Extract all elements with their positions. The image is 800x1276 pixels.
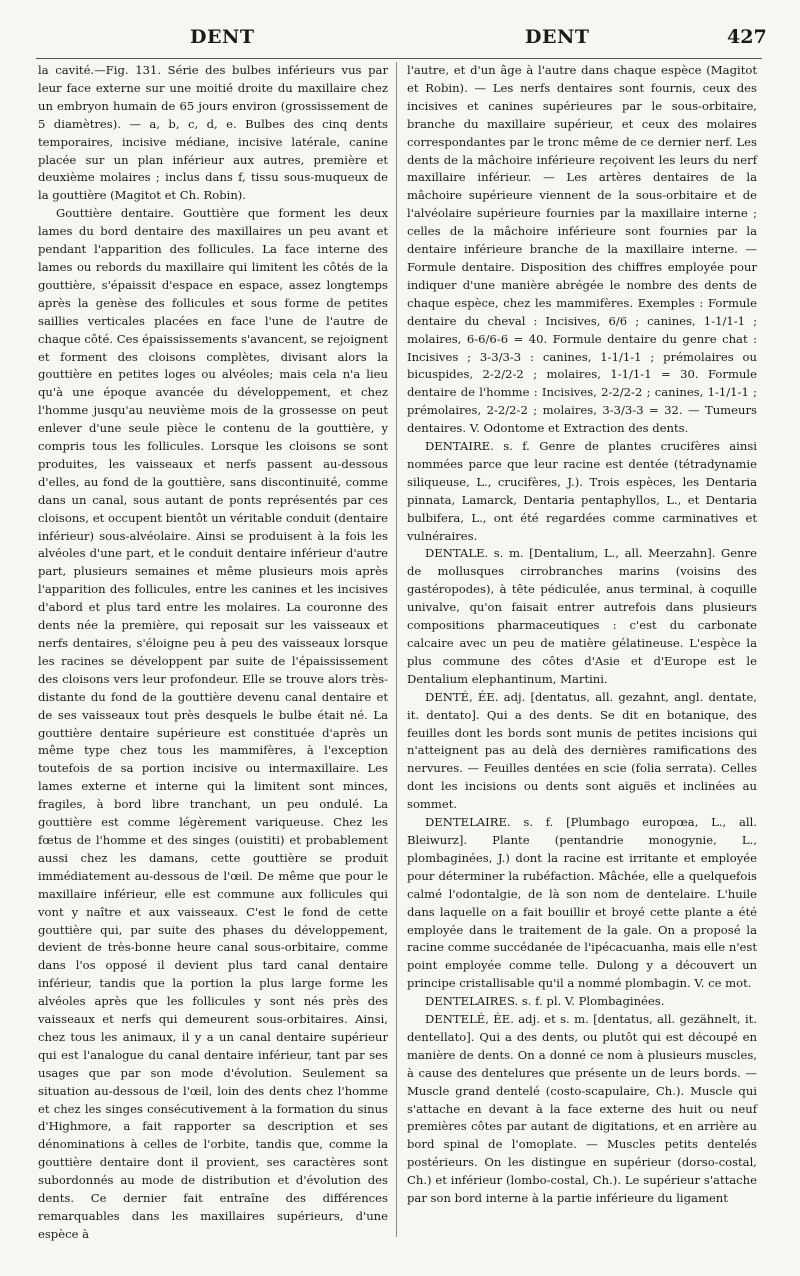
entry-dentale: DENTALE. s. m. [Dentalium, L., all. Meerzahn]. Genre de mollusques cirrobranches marins (voisins des gastéropodes), à tête pédiculée, anus terminal, à coquille univalve, qu'on faisait entrer autrefois dans plusieurs compositions pharmaceutiques : c'est du carbonate calcaire avec un peu de matière gélatineuse. L'espèce la plus commune des côtes d'Asie et d'Europe est le Dentalium elephantinum, Martini. bbox=[407, 546, 757, 686]
page-header bbox=[0, 26, 800, 56]
entry-dentelaires: DENTELAIRES. s. f. pl. V. Plombaginées. bbox=[425, 994, 665, 1009]
page-number: 427 bbox=[727, 26, 767, 48]
column-divider bbox=[396, 62, 397, 1237]
entry-dentelaire: DENTELAIRE. s. f. [Plumbago europœa, L., all. Bleiwurz]. Plante (pentandrie monogynie, L., plombaginées, J.) dont la racine est irritante et employée pour déterminer la rubéfaction. Mâchée, elle a quelquefois calmé l'odontalgie, de là son nom de dentelaire. L'huile dans laquelle on a fait bouillir et broyé cette plante a été employée dans le traitement de la gale. On a proposé la racine comme succédanée de l'ipécacuanha, mais elle n'est point employée comme telle. Dulong y a découvert un principe cristallisable qu'il a nommé plombagin. V. ce mot. bbox=[407, 815, 757, 991]
entry-dentele: DENTELÉ, ÉE. adj. et s. m. [dentatus, all. gezähnelt, it. dentellato]. Qui a des dents, ou plutôt qui est découpé en manière de dents. On a donné ce nom à plusieurs muscles, à cause des dentelures que présente un de leurs bords. — Muscle grand dentelé (costo-scapulaire, Ch.). Muscle qui s'attache en devant à la face externe des huit ou neuf premières côtes par autant de digitations, et en arrière au bord spinal de l'omoplate. — Muscles petits dentelés postérieurs. On les distingue en supérieur (dorso-costal, Ch.) et inférieur (lombo-costal, Ch.). Le supérieur s'attache par son bord interne à la partie inférieure du ligament bbox=[407, 1012, 757, 1206]
left-column bbox=[38, 62, 388, 1244]
paragraph-nerfs-formule: l'autre, et d'un âge à l'autre dans chaque espèce (Magitot et Robin). — Les nerfs dentaires sont fournis, ceux des incisives et canines supérieures par le sous-orbitaire, branche du maxillaire supérieur, et ceux des molaires correspondantes par le tronc même de ce dernier nerf. Les dents de la mâchoire inférieure reçoivent les leurs du nerf maxillaire inférieur. — Les artères dentaires de la mâchoire supérieure viennent de la sous-orbitaire et de l'alvéolaire supérieure fournies par la maxillaire interne ; celles de la mâchoire inférieure sont fournies par la dentaire inférieure branche de la maxillaire interne. — Formule dentaire. Disposition des chiffres employée pour indiquer d'une manière abrégée le nombre des dents de chaque espèce, chez les mammifères. Exemples : Formule dentaire du cheval : Incisives, 6/6 ; canines, 1-1/1-1 ; molaires, 6-6/6-6 = 40. Formule dentaire du genre chat : Incisives ; 3-3/3-3 : canines, 1-1/1-1 ; prémolaires ou bicuspides, 2-2/2-2 ; molaires, 1-1/1-1 = 30. Formule dentaire de l'homme : Incisives, 2-2/2-2 ; canines, 1-1/1-1 ; prémolaires, 2-2/2-2 ; molaires, 3-3/3-3 = 32. — Tumeurs dentaires. V. Odontome et Extraction des dents. bbox=[407, 63, 757, 436]
paragraph-figure-caption: la cavité.—Fig. 131. Série des bulbes inférieurs vus par leur face externe sur une moitié droite du maxillaire chez un embryon humain de 65 jours environ (grossissement de 5 diamètres). — a, b, c, d, e. Bulbes des cinq dents temporaires, incisive médiane, incisive latérale, canine placée sur un plan inférieur aux autres, première et deuxième molaires ; inclus dans f, tissu sous-muqueux de la gouttière (Magitot et Ch. Robin). bbox=[38, 63, 388, 203]
header-rule bbox=[36, 58, 762, 59]
running-head-left: DENT bbox=[190, 26, 255, 48]
entry-dente: DENTÉ, ÉE. adj. [dentatus, all. gezahnt, angl. dentate, it. dentato]. Qui a des dents. Se dit en botanique, des feuilles dont les bords sont munis de petites incisions qui n'atteignent pas au delà des dernières ramifications des nervures. — Feuilles dentées en scie (folia serrata). Celles dont les incisions ou dents sont aiguës et inclinées au sommet. bbox=[407, 689, 757, 812]
running-head-right: DENT bbox=[525, 26, 590, 48]
paragraph-gouttiere-dentaire: Gouttière dentaire. Gouttière que forment les deux lames du bord dentaire des maxillaires un peu avant et pendant l'apparition des follicules. La face interne des lames ou rebords du maxillaire qui limitent les côtés de la gouttière, s'épaissit d'espace en espace, assez longtemps après la genèse des follicules et sous forme de petites saillies verticales placées en face l'une de l'autre de chaque côté. Ces épaississements s'avancent, se rejoignent et forment des cloisons complètes, divisant alors la gouttière en petites loges ou alvéoles; mais cela n'a lieu qu'à une époque avancée du développement, et chez l'homme jusqu'au neuvième mois de la grossesse on peut enlever d'une seule pièce le contenu de la gouttière, y compris tous les follicules. Lorsque les cloisons se sont produites, les vaisseaux et nerfs passent au-dessous d'elles, au fond de la gouttière, sans discontinuité, comme dans un canal, sous autant de ponts représentés par ces cloisons, et occupent bientôt un véritable conduit (dentaire inférieur) sous-alvéolaire. Ainsi se produisent à la fois les alvéoles d'une part, et le conduit dentaire inférieur d'autre part, plusieurs semaines et même plusieurs mois après l'apparition des follicules, entre les canines et les incisives d'abord et plus tard entre les molaires. La couronne des dents née la première, qui reposait sur les vaisseaux et nerfs dentaires, s'éloigne peu à peu des vaisseaux lorsque les racines se développent par suite de l'épaississement des cloisons vers leur profondeur. Elle se trouve alors très-distante du fond de la gouttière devenu canal dentaire et de ses vaisseaux tout près desquels le bulbe était né. La gouttière dentaire supérieure est constituée d'après un même type chez tous les mammifères, à l'exception toutefois de sa portion incisive ou intermaxillaire. Les lames externe et interne qui la limitent sont minces, fragiles, à bord libre tranchant, un peu ondulé. La gouttière est comme légèrement variqueuse. Chez les fœtus de l'homme et des singes (ouistiti) et probablement aussi chez les damans, cette gouttière se produit immédiatement au-dessous de l'œil. De même que pour le maxillaire inférieur, elle est commune aux follicules qui vont y naître et aux vaisseaux. C'est le fond de cette gouttière qui, par suite des phases du développement, devient de très-bonne heure canal sous-orbitaire, comme dans l'os opposé il devient plus tard canal dentaire inférieur, tandis que la portion la plus large forme les alvéoles après que les follicules y sont nés près des vaisseaux et nerfs qui demeurent sous-orbitaires. Ainsi, chez tous les animaux, il y a un canal dentaire supérieur qui est l'analogue du canal dentaire inférieur, tant par ses usages que par son mode d'évolution. Seulement sa situation au-dessous de l'œil, loin des dents chez l'homme et chez les singes consécutivement à la formation du sinus d'Highmore, a fait rapporter sa description et ses dénominations à celles de l'orbite, tandis que, comme la gouttière dentaire dont il provient, ses caractères sont subordonnés au mode de distribution et d'évolution des dents. Ce dernier fait entraîne des différences remarquables dans les maxillaires supérieurs, d'une espèce à bbox=[38, 206, 388, 1241]
entry-dentaire: DENTAIRE. s. f. Genre de plantes crucifères ainsi nommées parce que leur racine est dentée (tétradynamie siliqueuse, L., crucifères, J.). Trois espèces, les Dentaria pinnata, Lamarck, Dentaria pentaphyllos, L., et Dentaria bulbifera, L., ont été regardées comme carminatives et vulnéraires. bbox=[407, 439, 757, 543]
right-column bbox=[407, 62, 757, 1208]
